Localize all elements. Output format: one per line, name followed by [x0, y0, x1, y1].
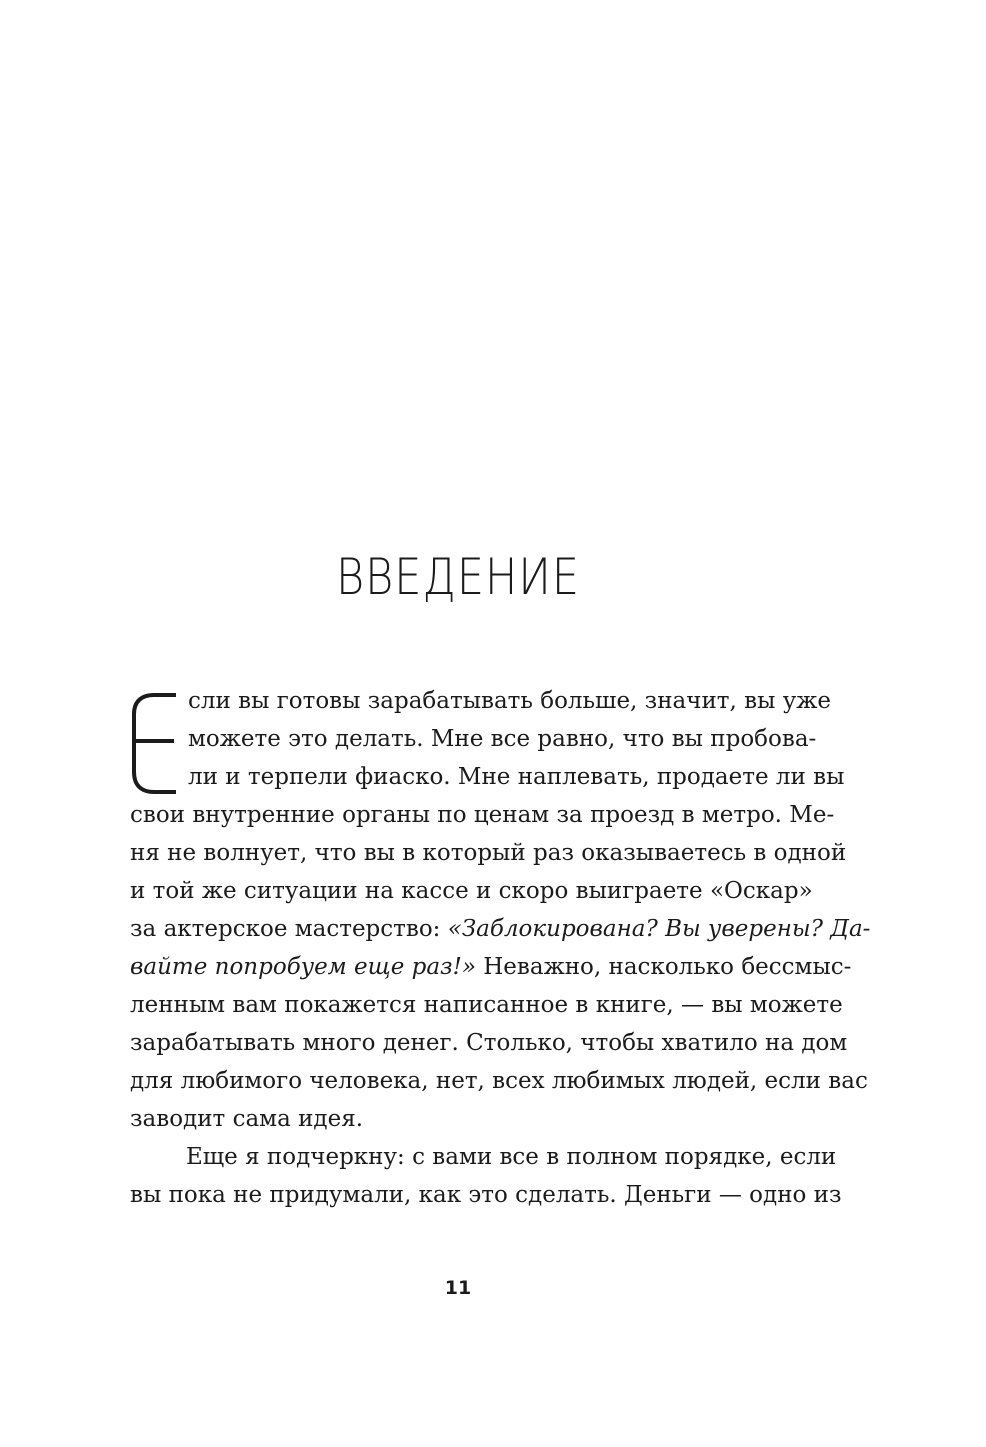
italic-quote: «Заблокирована? Вы уверены? Да-: [447, 916, 871, 942]
paragraph-1-line-4: свои внутренние органы по ценам за проезд в метро. Ме-: [130, 802, 835, 828]
paragraph-1-line-12: заводит сама идея.: [130, 1106, 364, 1132]
paragraph-1-line-2: можете это делать. Мне все равно, что вы пробова-: [188, 726, 817, 752]
chapter-title: ВВЕДЕНИЕ: [336, 549, 580, 607]
paragraph-1-line-1: сли вы готовы зарабатывать больше, значит, вы уже: [188, 688, 832, 714]
page-number: 11: [444, 1277, 472, 1299]
paragraph-1-line-6: и той же ситуации на кассе и скоро выиграете «Оскар»: [130, 878, 813, 904]
paragraph-1-line-8: вайте попробуем еще раз!» Неважно, насколько бессмыс-: [130, 954, 852, 980]
paragraph-2-line-2: вы пока не придумали, как это сделать. Деньги — одно из: [130, 1182, 842, 1208]
paragraph-1-line-7: за актерское мастерство: «Заблокирована? Вы уверены? Да-: [130, 916, 871, 942]
paragraph-1-line-3: ли и терпели фиаско. Мне наплевать, продаете ли вы: [188, 764, 845, 790]
paragraph-1-line-5: ня не волнует, что вы в который раз оказываетесь в одной: [130, 840, 847, 866]
paragraph-1-line-10: зарабатывать много денег. Столько, чтобы хватило на дом: [130, 1030, 848, 1056]
paragraph-1-line-9: ленным вам покажется написанное в книге, — вы можете: [130, 992, 843, 1018]
italic-quote: вайте попробуем еще раз!»: [130, 954, 476, 980]
paragraph-1-line-11: для любимого человека, нет, всех любимых людей, если вас: [130, 1068, 868, 1094]
paragraph-2-line-1: Еще я подчеркну: с вами все в полном порядке, если: [186, 1144, 837, 1170]
